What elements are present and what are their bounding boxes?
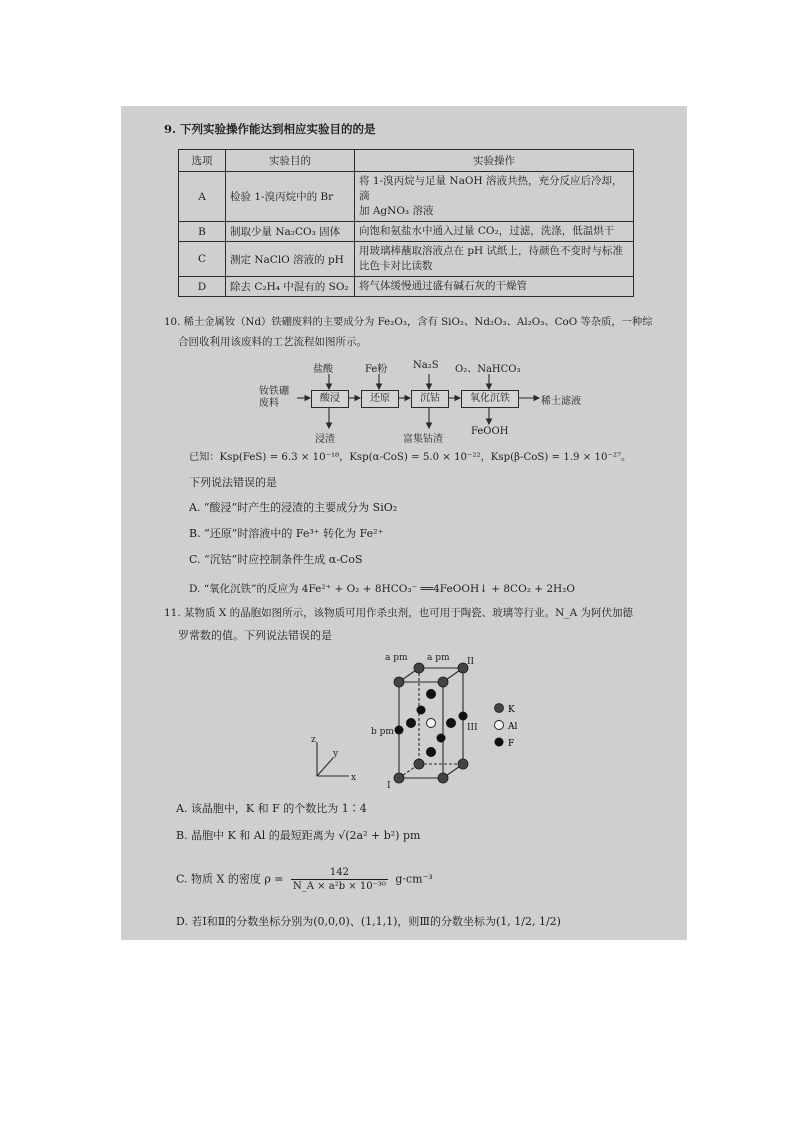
label-a-pm-2: a pm (427, 653, 450, 663)
al-atom (427, 719, 436, 728)
legend-al-label: Al (508, 722, 518, 732)
row-option: B (179, 222, 226, 242)
output-feooh: FeOOH (471, 426, 509, 437)
row-option: C (179, 242, 226, 277)
input-hcl: 盐酸 (313, 364, 333, 375)
row-goal: 测定 NaClO 溶液的 pH (226, 242, 355, 277)
legend-f-marker (495, 738, 504, 747)
q10-option-d: D. “氧化沉铁”的反应为 4Fe²⁺ + O₂ + 8HCO₃⁻ ══4FeOOH↓ + 8CO₂ + 2H₂O (189, 583, 576, 595)
input-na2s: Na₂S (413, 360, 439, 371)
label-point-ii: II (467, 657, 475, 667)
row-option: A (179, 172, 226, 222)
legend-f-label: F (508, 739, 515, 749)
operation-line: 将 1-溴丙烷与足量 NaOH 溶液共热，充分反应后冷却，滴 (359, 175, 623, 202)
q10-ask: 下列说法错误的是 (189, 476, 277, 489)
q10-option-b: B. “还原”时溶液中的 Fe³⁺ 转化为 Fe²⁺ (189, 527, 384, 540)
q11-option-b: B. 晶胞中 K 和 Al 的最短距离为 √(2a² + b²) pm (176, 829, 421, 842)
fraction-denominator: N_A × a²b × 10⁻³⁰ (293, 881, 386, 892)
input-o2: O₂、NaHCO₃ (455, 364, 521, 375)
legend-k-label: K (508, 705, 515, 715)
unit-cell-diagram (301, 646, 541, 796)
row-operation: 将气体缓慢通过盛有碱石灰的干燥管 (355, 277, 634, 297)
legend-al-marker (495, 721, 504, 730)
q11-option-d: D. 若Ⅰ和Ⅱ的分数坐标分别为(0,0,0)、(1,1,1)，则Ⅲ的分数坐标为(1, 1/2, 1/2) (176, 915, 561, 928)
scanned-page-photo (121, 106, 687, 940)
output-residue: 浸渣 (315, 434, 335, 445)
label-a-pm-1: a pm (385, 653, 408, 663)
input-fe: Fe粉 (365, 364, 388, 375)
step-reduce: 还原 (361, 390, 399, 408)
operation-line: 比色卡对比读数 (359, 260, 433, 272)
option-c-unit: g·cm⁻³ (395, 872, 433, 886)
row-option: D (179, 277, 226, 297)
label-b-pm: b pm (371, 727, 394, 737)
feed-label-line: 废料 (259, 398, 279, 409)
q11-stem-line1: 11. 某物质 X 的晶胞如图所示，该物质可用作杀虫剂，也可用于陶瓷、玻璃等行业。N_A 为阿伏加德 (164, 607, 634, 619)
flow-arrows (121, 106, 687, 466)
axis-y-label: y (333, 749, 339, 759)
output-cobalt: 富集钴渣 (403, 434, 443, 445)
row-goal: 制取少量 Na₂CO₃ 固体 (226, 222, 355, 242)
row-goal: 除去 C₂H₄ 中混有的 SO₂ (226, 277, 355, 297)
axis-z-label: z (311, 735, 316, 745)
step-acid-leach: 酸浸 (311, 390, 349, 408)
operation-line: 用玻璃棒蘸取溶液点在 pH 试纸上，待颜色不变时与标准 (359, 245, 624, 257)
header-option: 选项 (179, 150, 226, 172)
q10-stem-line2: 合回收利用该废料的工艺流程如图所示。 (178, 336, 367, 348)
label-point-iii: III (467, 723, 478, 733)
fraction-numerator: 142 (291, 866, 388, 880)
q10-known: 已知：Ksp(FeS) = 6.3 × 10⁻¹⁸，Ksp(α-CoS) = 5.0 × 10⁻²²，Ksp(β-CoS) = 1.9 × 10⁻²⁷。 (189, 452, 632, 463)
q11-option-c (176, 866, 433, 893)
q9-stem: 9. 下列实验操作能达到相应实验目的的是 (164, 122, 376, 136)
operation-line: 加 AgNO₃ 溶液 (359, 205, 434, 217)
step-cobalt-precip: 沉钴 (411, 390, 449, 408)
feed-label-line: 钕铁硼 (259, 386, 289, 397)
q11-stem-line2: 罗常数的值。下列说法错误的是 (178, 629, 332, 642)
q10-option-a: A. “酸浸”时产生的浸渣的主要成分为 SiO₂ (189, 501, 398, 514)
axis-x-label: x (351, 773, 357, 783)
legend-k-marker (495, 704, 504, 713)
q10-stem-line1: 10. 稀土金属钕（Nd）铁硼废料的主要成分为 Fe₂O₃，含有 SiO₂、Nd₂O₃、Al₂O₃、CoO 等杂质，一种综 (164, 316, 653, 328)
step-iron-precip: 氧化沉铁 (461, 390, 519, 408)
label-point-i: I (387, 781, 391, 791)
header-goal: 实验目的 (226, 150, 355, 172)
atom-legend (495, 704, 518, 750)
header-operation: 实验操作 (355, 150, 634, 172)
output-filtrate: 稀土滤液 (541, 396, 581, 407)
row-operation: 向饱和氨盐水中通入过量 CO₂，过滤，洗涤，低温烘干 (355, 222, 634, 242)
option-c-prefix: C. 物质 X 的密度 ρ = (176, 872, 284, 886)
q10-option-c: C. “沉钴”时应控制条件生成 α-CoS (189, 553, 363, 566)
density-fraction (291, 866, 388, 893)
q11-option-a: A. 该晶胞中，K 和 F 的个数比为 1∶4 (176, 802, 367, 815)
row-goal: 检验 1-溴丙烷中的 Br (226, 172, 355, 222)
